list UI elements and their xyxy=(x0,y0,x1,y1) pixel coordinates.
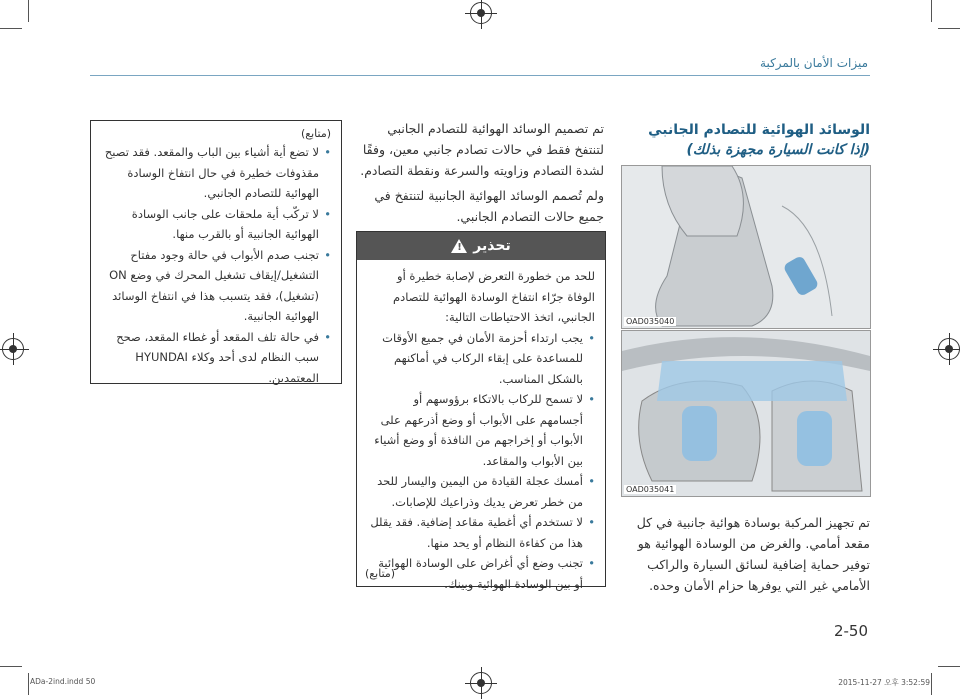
note-item: • لا تضع أية أشياء بين الباب والمقعد. فقد تصبح مقذوفات خطيرة في حال انتفاخ الوسادة الهوائية للتصادم الجانبي. xyxy=(101,142,331,204)
section-heading: الوسائد الهوائية للتصادم الجانبي xyxy=(648,122,870,138)
left-column xyxy=(618,120,870,160)
warning-item: • لا تسمح للركاب بالاتكاء برؤوسهم أو أجسامهم على الأبواب أو وضع أذرعهم على الأبواب أو إخراجهم من النافذة أو وضع أشياء بين الأبواب والمقاعد. xyxy=(367,389,595,471)
registration-mark-right xyxy=(938,338,960,360)
figure-label-2: OAD035041 xyxy=(626,485,675,494)
registration-mark-left xyxy=(2,338,24,360)
warning-continued: (متابع) xyxy=(365,567,396,580)
continued-note-box xyxy=(90,120,342,384)
warning-item: • تجنب وضع أي أغراض على الوسادة الهوائية أو بين الوسادة الهوائية وبينك. xyxy=(367,553,595,594)
section-heading-subtitle: (إذا كانت السيارة مجهزة بذلك) xyxy=(686,142,870,158)
warning-box xyxy=(356,231,606,591)
middle-column xyxy=(356,118,604,227)
figure-cabin-airbags xyxy=(621,330,871,497)
warning-list xyxy=(357,328,605,595)
figure-caption xyxy=(618,512,870,596)
warning-triangle-icon: ! xyxy=(451,239,467,253)
note-item: • لا تركّب أية ملحقات على جانب الوسادة الهوائية الجانبية أو بالقرب منها. xyxy=(101,204,331,245)
caption-paragraph: تم تجهيز المركبة بوسادة هوائية جانبية في كل مقعد أمامي. والغرض من الوسادة الهوائية هو توفير حماية إضافية لسائق السيارة والراكب الأمامي غير التي يوفرها حزام الأمان وحده. xyxy=(636,515,870,593)
cabin-airbag-illustration xyxy=(622,331,870,496)
section-title: ميزات الأمان بالمركبة xyxy=(760,56,868,70)
figure-label-1: OAD035040 xyxy=(626,317,675,326)
warning-title: تحذير xyxy=(473,238,511,254)
figure-seat-airbag xyxy=(621,165,871,329)
warning-header xyxy=(357,232,605,260)
registration-mark-top xyxy=(470,2,492,24)
body-paragraph-1: تم تصميم الوسائد الهوائية للتصادم الجانبي لتنتفخ فقط في حالات تصادم جانبي معين، وفقًا لشدة التصادم وزاويته والسرعة ونقطة التصادم. xyxy=(360,121,604,178)
seat-airbag-illustration xyxy=(622,166,870,328)
note-item: • تجنب صدم الأبواب في حالة وجود مفتاح التشغيل/إيقاف تشغيل المحرك في وضع ON (تشغيل)، فقد يتسبب هذا في انتفاخ الوسائد الهوائية الجانبية. xyxy=(101,245,331,327)
warning-item: • لا تستخدم أي أغطية مقاعد إضافية. فقد يقلل هذا من كفاءة النظام أو يحد منها. xyxy=(367,512,595,553)
warning-item: • يجب ارتداء أحزمة الأمان في جميع الأوقات للمساعدة على إبقاء الركاب في أماكنهم بالشكل المناسب. xyxy=(367,328,595,390)
registration-mark-bottom xyxy=(470,672,492,694)
note-continued-top: (متابع) xyxy=(300,127,331,140)
body-paragraph-2: ولم تُصمم الوسائد الهوائية الجانبية لتنتفخ في جميع حالات التصادم الجانبي. xyxy=(374,188,604,224)
footer-timestamp: 2015-11-27 오후 3:52:59 xyxy=(838,678,930,687)
warning-intro: للحد من خطورة التعرض لإصابة خطيرة أو الوفاة جرّاء انتفاخ الوسادة الهوائية للتصادم الجانبي، اتخذ الاحتياطات التالية: xyxy=(392,269,595,324)
warning-item: • أمسك عجلة القيادة من اليمين واليسار للحد من خطر تعرض يديك وذراعيك للإصابات. xyxy=(367,471,595,512)
footer-file: ADa-2ind.indd 50 xyxy=(30,677,96,686)
note-list xyxy=(91,142,341,388)
page-number: 2-50 xyxy=(833,622,868,640)
note-item: • في حالة تلف المقعد أو غطاء المقعد، صحح سبب النظام لدى أحد وكلاء HYUNDAI المعتمدين. xyxy=(101,327,331,389)
header-rule xyxy=(90,75,870,76)
